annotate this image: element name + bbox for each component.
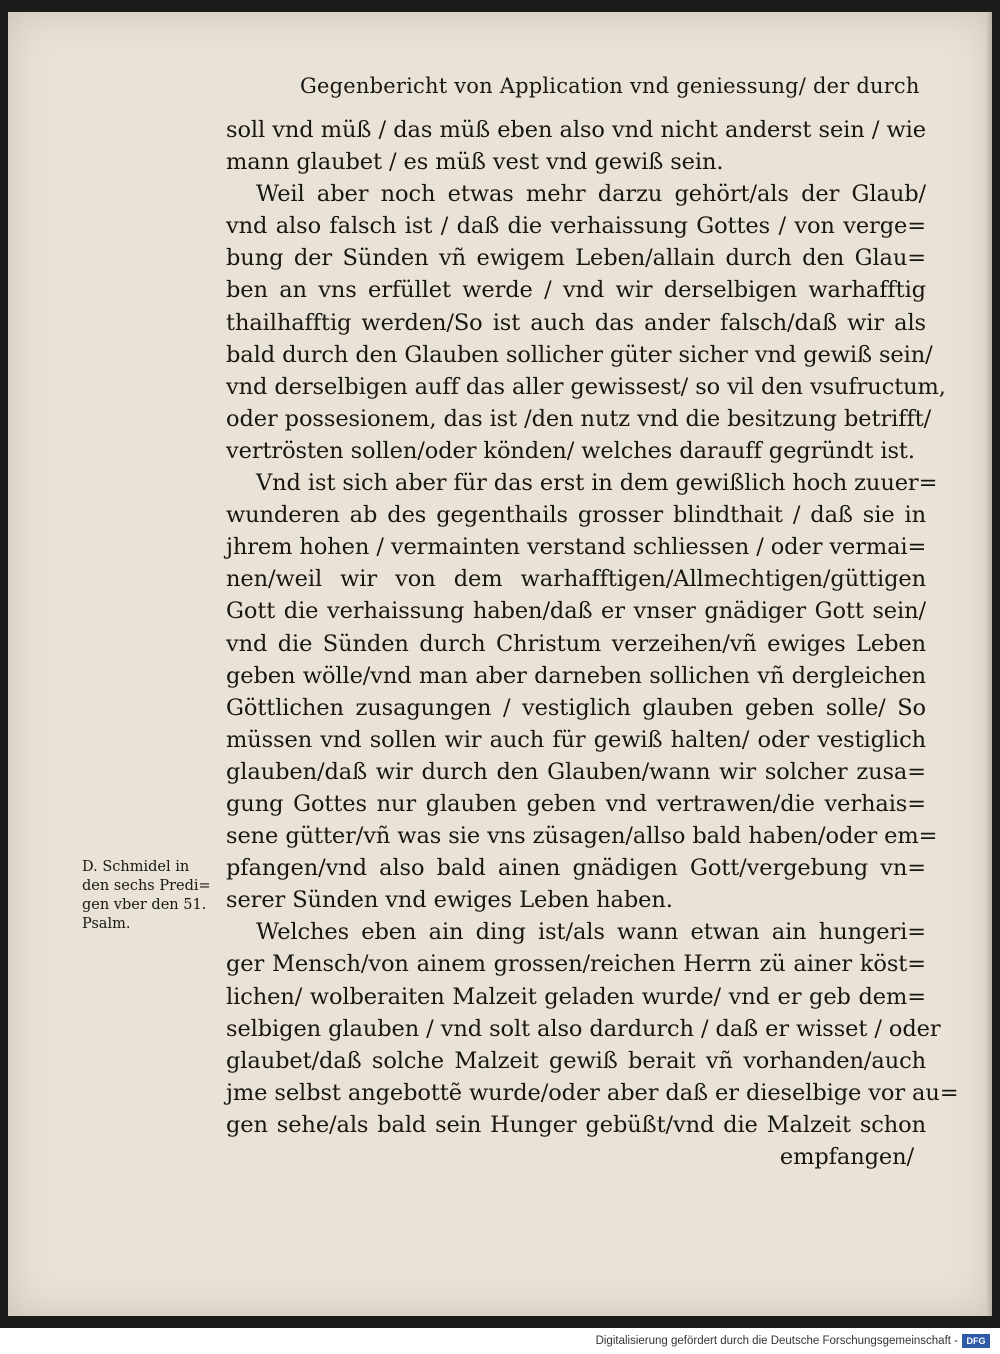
text-line: Gott die verhaissung haben/daß er vnser gnädiger Gott sein/ [226, 598, 926, 625]
margin-note [82, 858, 222, 934]
body-text [226, 114, 959, 1173]
text-line: Weil aber noch etwas mehr darzu gehört/als der Glaub/ [256, 181, 926, 208]
text-line: wunderen ab des gegenthails grosser blindthait / daß sie in [226, 502, 926, 529]
margin-note-line: D. Schmidel in [82, 859, 190, 875]
text-line: gung Gottes nur glauben geben vnd vertrawen/die verhais= [226, 790, 926, 817]
text-line: sene gütter/vñ was sie vns züsagen/allso bald haben/oder em= [226, 823, 938, 850]
page-edge [986, 12, 992, 1316]
text-line: gen sehe/als bald sein Hunger gebüßt/vnd die Malzeit schon [226, 1111, 926, 1138]
margin-note-line: den sechs Predi= [82, 878, 211, 894]
text-line: Welches eben ain ding ist/als wann etwan ain hungeri= [256, 919, 926, 946]
text-line: jhrem hohen / vermainten verstand schliessen / oder vermai= [226, 534, 927, 561]
text-line: geben wölle/vnd man aber darneben sollichen vñ dergleichen [226, 662, 926, 689]
text-line: müssen vnd sollen wir auch für gewiß halten/ oder vestiglich [226, 726, 926, 753]
text-line: nen/weil wir von dem warhafftigen/Allmechtigen/güttigen [226, 566, 926, 593]
text-line: thailhafftig werden/So ist auch das ander falsch/daß wir als [226, 309, 926, 336]
text-line: glauben/daß wir durch den Glauben/wann wir solcher zusa= [226, 758, 926, 785]
text-line: soll vnd müß / das müß eben also vnd nicht anderst sein / wie [226, 117, 926, 143]
text-line: lichen/ wolberaiten Malzeit geladen wurde/ vnd er geb dem= [226, 983, 926, 1010]
margin-note-line: Psalm. [82, 916, 131, 932]
text-line: vertrösten sollen/oder könden/ welches darauff gegründt ist. [226, 437, 915, 464]
footer-credit: Digitalisierung gefördert durch die Deutsche Forschungsgemeinschaft - [595, 1335, 958, 1347]
text-line: empfangen/ [779, 1144, 914, 1170]
text-line: selbigen glauben / vnd solt also dardurch / daß er wisset / oder [226, 1015, 941, 1042]
text-line: serer Sünden vnd ewiges Leben haben. [226, 887, 673, 914]
text-line: oder possesionem, das ist /den nutz vnd die besitzung betrifft/ [226, 405, 932, 432]
text-line: mann glaubet / es müß vest vnd gewiß sein. [226, 149, 724, 176]
running-head: Gegenbericht von Application vnd geniessung/ der durch [300, 74, 920, 98]
text-line: ben an vns erfüllet werde / vnd wir derselbigen warhafftig [226, 277, 926, 304]
margin-note-line: gen vber den 51. [82, 897, 207, 913]
text-line: vnd also falsch ist / daß die verhaissung Gottes / von verge= [226, 213, 926, 240]
text-line: glaubet/daß solche Malzeit gewiß berait vñ vorhanden/auch [226, 1047, 926, 1074]
text-line: pfangen/vnd also bald ainen gnädigen Gott/vergebung vn= [226, 855, 926, 882]
text-line: ger Mensch/von ainem grossen/reichen Herrn zü ainer köst= [226, 951, 926, 978]
text-line: vnd die Sünden durch Christum verzeihen/vñ ewiges Leben [226, 630, 926, 657]
text-line: jme selbst angebottẽ wurde/oder aber daß er dieselbige vor au= [226, 1079, 959, 1106]
text-line: bald durch den Glauben sollicher güter sicher vnd gewiß sein/ [226, 341, 933, 368]
text-line: vnd derselbigen auff das aller gewissest/ so vil den vsufructum, [226, 373, 946, 400]
text-line: Göttlichen zusagungen / vestiglich glauben geben solle/ So [226, 694, 926, 721]
text-line: Vnd ist sich aber für das erst in dem gewißlich hoch zuuer= [256, 470, 938, 497]
dfg-logo: DFG [962, 1334, 990, 1348]
text-line: bung der Sünden vñ ewigem Leben/allain durch den Glau= [226, 245, 926, 272]
